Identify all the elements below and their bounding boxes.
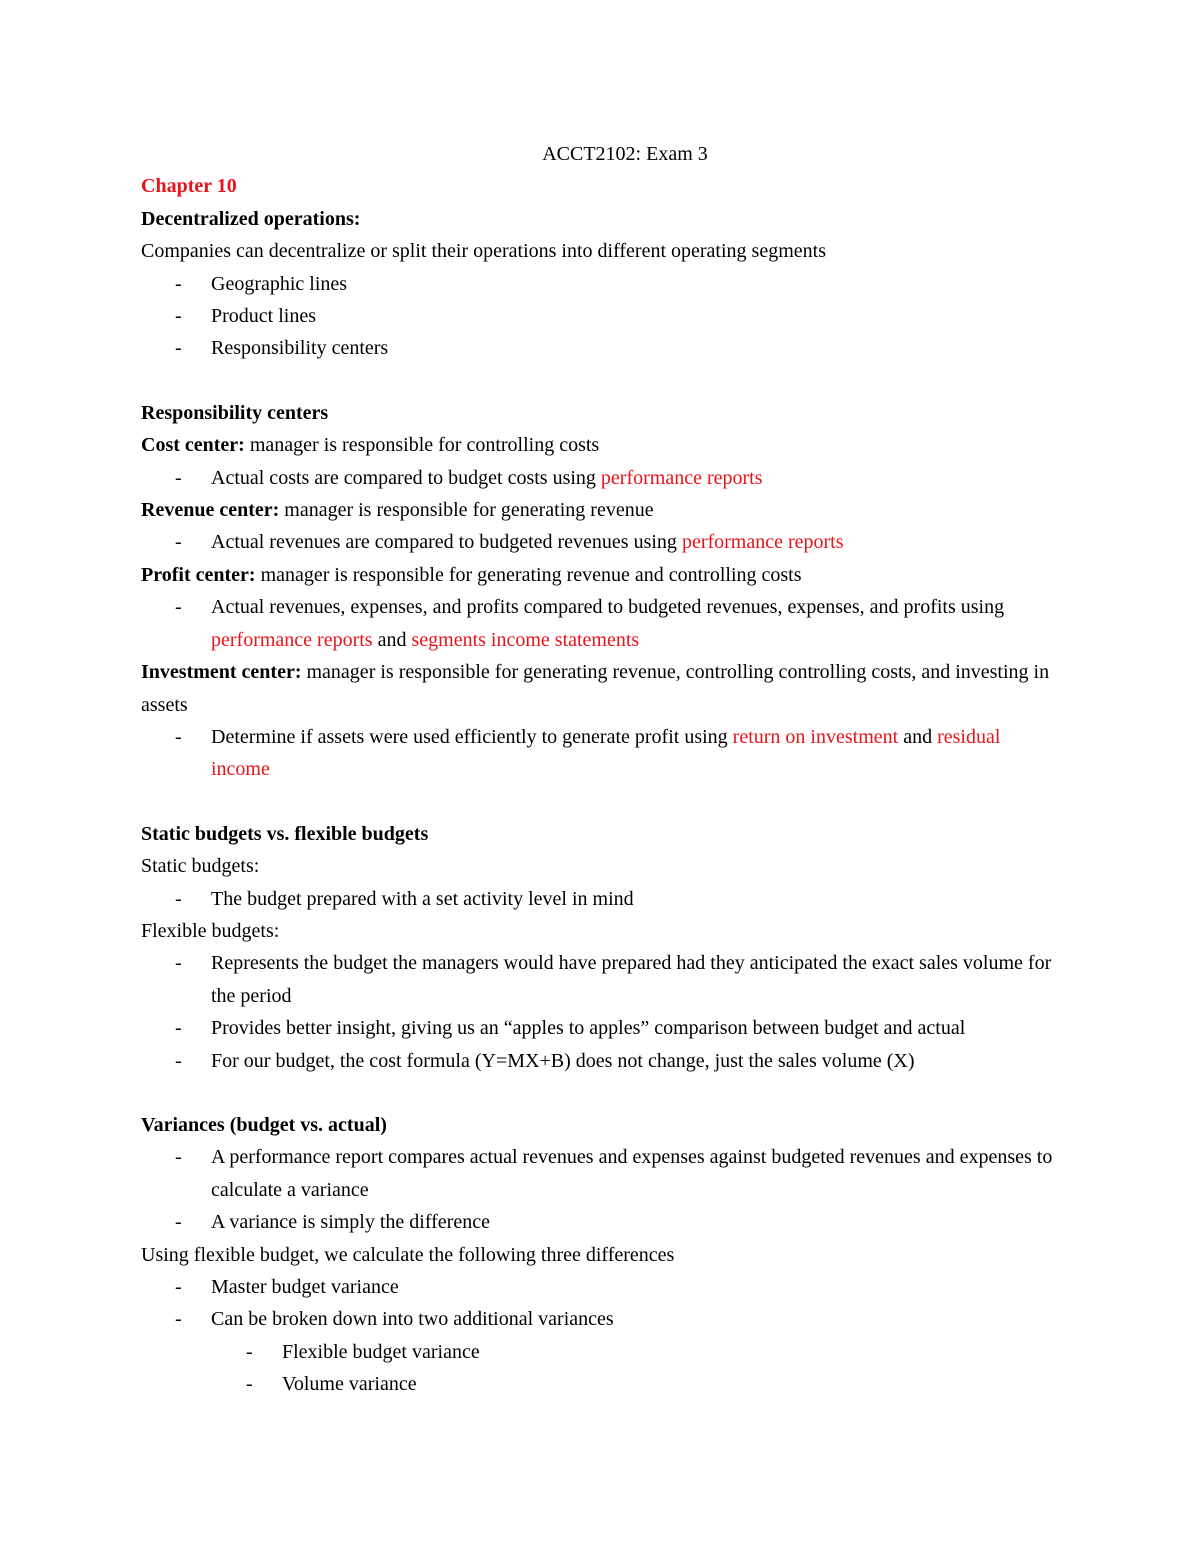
- bullet-dash: -: [175, 1308, 182, 1331]
- list-item: - Actual revenues, expenses, and profits compared to budgeted revenues, expenses, and profits using performance reports and segments income statements: [141, 591, 1061, 656]
- bullet-dash: -: [175, 531, 182, 554]
- bullet-dash: -: [175, 887, 182, 910]
- document-title: ACCT2102: Exam 3: [542, 143, 708, 165]
- list-item: - Actual revenues are compared to budgeted revenues using performance reports: [141, 526, 1061, 558]
- list-item: - Actual costs are compared to budget costs using performance reports: [141, 462, 1061, 494]
- cost-center-definition: Cost center: manager is responsible for controlling costs: [141, 434, 600, 457]
- list-item: - Can be broken down into two additional variances: [141, 1303, 1061, 1335]
- decentralized-intro: Companies can decentralize or split their operations into different operating segments: [141, 240, 826, 263]
- spacer: [141, 365, 1061, 397]
- list-item: - Provides better insight, giving us an “apples to apples” comparison between budget and actual: [141, 1012, 1061, 1044]
- list-item: - A variance is simply the difference: [141, 1206, 1061, 1238]
- investment-center-definition: Investment center: manager is responsible for generating revenue, controlling controlling costs, and investing in assets: [141, 661, 1050, 716]
- highlight-term: performance reports: [681, 531, 844, 554]
- list-item: - The budget prepared with a set activity level in mind: [141, 883, 1061, 915]
- highlight-term: return on investment: [732, 725, 899, 748]
- budgets-heading: Static budgets vs. flexible budgets: [141, 822, 429, 845]
- spacer: [141, 1077, 1061, 1109]
- bullet-dash: -: [175, 1211, 182, 1234]
- document-page: [141, 138, 1061, 1401]
- highlight-term: residual income: [211, 725, 1001, 781]
- highlight-term: performance reports: [600, 466, 763, 489]
- bullet-dash: -: [175, 1146, 182, 1169]
- variances-heading: Variances (budget vs. actual): [141, 1113, 387, 1136]
- bullet-dash: -: [175, 1276, 182, 1298]
- bullet-dash: -: [246, 1340, 253, 1363]
- static-budgets-label: Static budgets:: [141, 855, 260, 878]
- list-item: - For our budget, the cost formula (Y=MX+B) does not change, just the sales volume (X): [141, 1045, 1061, 1077]
- bullet-dash: -: [175, 596, 182, 619]
- bullet-dash: -: [246, 1373, 253, 1396]
- bullet-dash: -: [175, 466, 182, 489]
- sub-list-item: - Volume variance: [141, 1368, 1061, 1400]
- flexible-budgets-label: Flexible budgets:: [141, 919, 280, 942]
- decentralized-heading: Decentralized operations:: [141, 207, 361, 230]
- bullet-dash: -: [175, 272, 182, 295]
- bullet-dash: -: [175, 1049, 182, 1072]
- list-item: - Determine if assets were used efficiently to generate profit using return on investment and residual income: [141, 721, 1061, 786]
- list-item: - A performance report compares actual revenues and expenses against budgeted revenues and expenses to calculate a variance: [141, 1141, 1061, 1206]
- list-item: - Geographic lines: [141, 268, 1061, 300]
- list-item: - Responsibility centers: [141, 332, 1061, 364]
- list-item: - Master budget variance: [141, 1271, 1061, 1303]
- responsibility-heading: Responsibility centers: [141, 401, 329, 424]
- spacer: [141, 786, 1061, 818]
- bullet-dash: -: [175, 1017, 182, 1040]
- list-item: - Represents the budget the managers would have prepared had they anticipated the exact sales volume for the period: [141, 947, 1061, 1012]
- bullet-dash: -: [175, 725, 182, 748]
- flexible-budget-intro: Using flexible budget, we calculate the following three differences: [141, 1243, 675, 1266]
- bullet-dash: -: [175, 952, 182, 975]
- revenue-center-definition: Revenue center: manager is responsible for generating revenue: [141, 499, 654, 522]
- chapter-heading: Chapter 10: [141, 175, 237, 198]
- highlight-term: segments income statements: [411, 628, 640, 651]
- profit-center-definition: Profit center: manager is responsible for generating revenue and controlling costs: [141, 563, 802, 586]
- bullet-dash: -: [175, 337, 182, 360]
- list-item: - Product lines: [141, 300, 1061, 332]
- bullet-dash: -: [175, 305, 182, 328]
- sub-list-item: - Flexible budget variance: [141, 1336, 1061, 1368]
- highlight-term: performance reports: [211, 628, 373, 651]
